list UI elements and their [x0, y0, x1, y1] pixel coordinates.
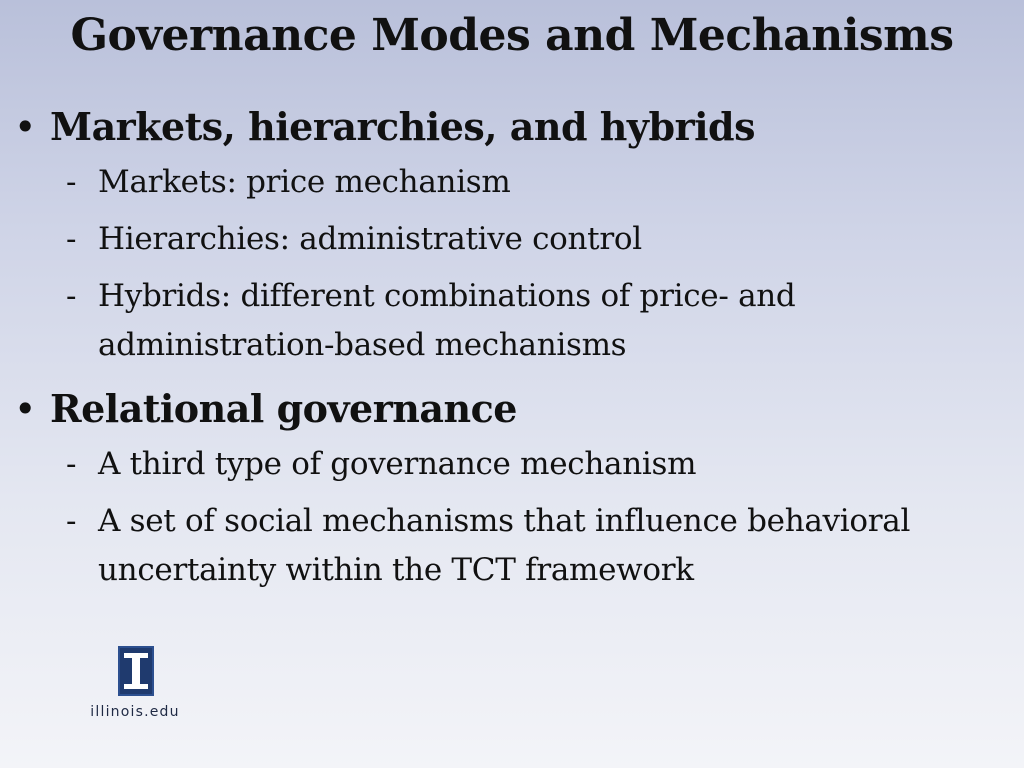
slide-title: Governance Modes and Mechanisms — [70, 10, 954, 61]
dash-marker: - — [66, 278, 77, 314]
sub-list-1 — [14, 158, 1004, 370]
dash-marker: - — [66, 164, 77, 200]
sub-item — [14, 497, 1004, 595]
bullet-text: Relational governance — [50, 386, 517, 431]
dash-marker: - — [66, 221, 77, 257]
sub-item — [14, 440, 1004, 489]
sub-item — [14, 272, 1004, 370]
bullet-dot: • — [14, 387, 36, 431]
dash-marker: - — [66, 446, 77, 482]
sub-item-text: Hierarchies: administrative control — [98, 221, 642, 257]
dash-marker: - — [66, 503, 77, 539]
sub-item — [14, 215, 1004, 264]
illinois-logo — [80, 642, 190, 726]
sub-item-text: A third type of governance mechanism — [98, 446, 697, 482]
slide-content — [14, 100, 1004, 607]
sub-item — [14, 158, 1004, 207]
sub-item-text: A set of social mechanisms that influence behavioral uncertainty within the TCT framework — [98, 503, 911, 588]
bullet-item-2 — [14, 382, 1004, 436]
bullet-dot: • — [14, 105, 36, 149]
sub-item-text: Markets: price mechanism — [98, 164, 511, 200]
bullet-item-1 — [14, 100, 1004, 154]
block-i-logo-icon — [118, 646, 154, 696]
bullet-text: Markets, hierarchies, and hybrids — [50, 104, 755, 149]
sub-list-2 — [14, 440, 1004, 595]
logo-text: illinois.edu — [90, 704, 180, 720]
sub-item-text: Hybrids: different combinations of price- and administration-based mechanisms — [98, 278, 796, 363]
